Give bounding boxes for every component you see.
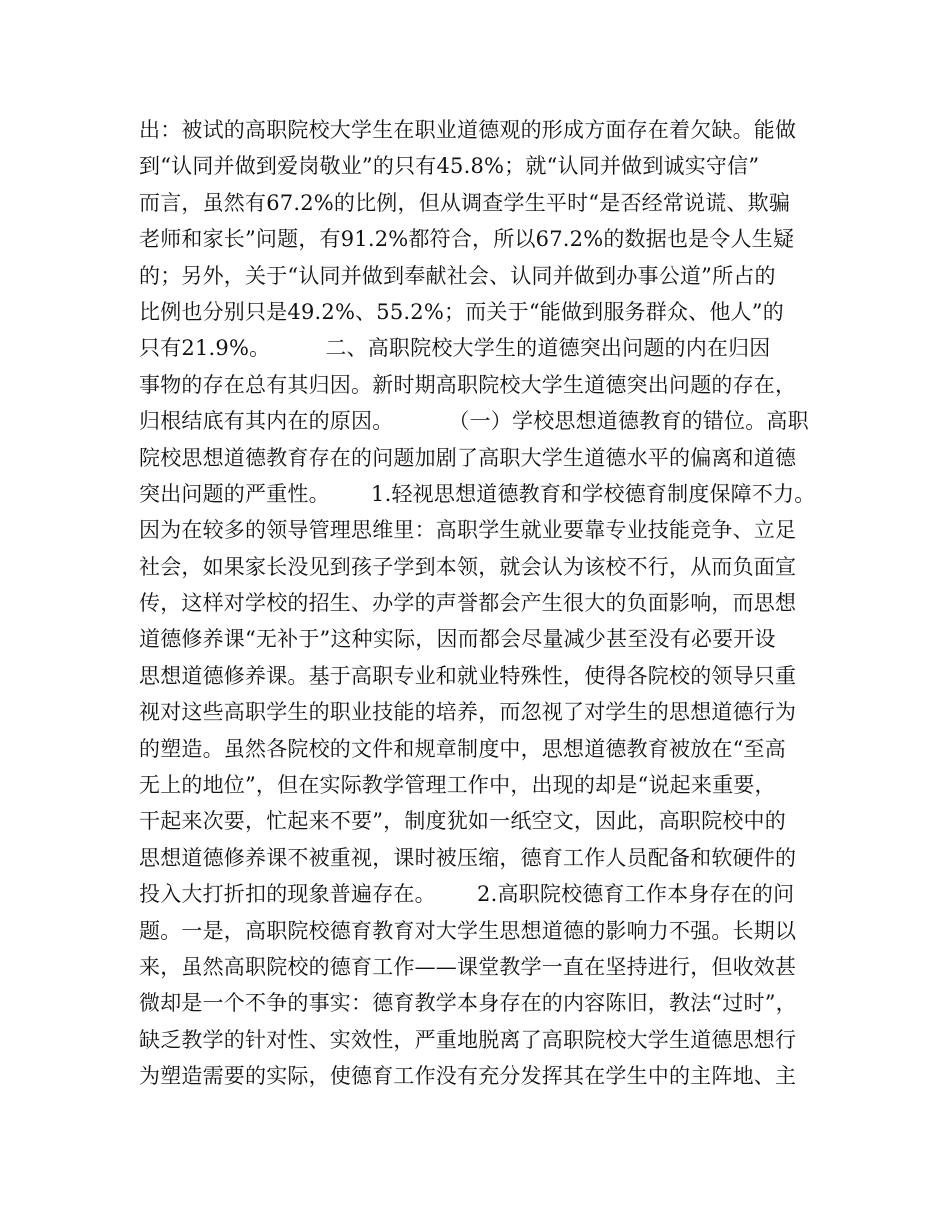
text-line: 院校思想道德教育存在的问题加剧了高职大学生道德水平的偏离和道德 xyxy=(139,445,797,470)
text-line: 微却是一个不争的事实：德育教学本身存在的内容陈旧，教法“过时”， xyxy=(139,991,797,1016)
body-text xyxy=(139,112,829,1095)
text-line: 的；另外，关于“认同并做到奉献社会、认同并做到办事公道”所占的 xyxy=(139,263,776,288)
text-line: 思想道德修养课不被重视，课时被压缩，德育工作人员配备和软硬件的 xyxy=(139,845,797,870)
text-line: 到“认同并做到爱岗敬业”的只有45.8%；就“认同并做到诚实守信” xyxy=(139,154,760,179)
text-line: 出：被试的高职院校大学生在职业道德观的形成方面存在着欠缺。能做 xyxy=(139,118,797,142)
text-line: 老师和家长”问题，有91.2%都符合，所以67.2%的数据也是令人生疑 xyxy=(139,227,795,252)
text-line: 传，这样对学校的招生、办学的声誉都会产生很大的负面影响，而思想 xyxy=(139,591,797,616)
text-line: 只有21.9%。 二、高职院校大学生的道德突出问题的内在归因 xyxy=(139,336,771,361)
text-line: 因为在较多的领导管理思维里：高职学生就业要靠专业技能竞争、立足 xyxy=(139,518,797,543)
text-line: 来，虽然高职院校的德育工作——课堂教学一直在坚持进行，但收效甚 xyxy=(139,954,797,979)
text-line: 干起来次要，忙起来不要”，制度犹如一纸空文，因此，高职院校中的 xyxy=(139,809,786,834)
text-line: 思想道德修养课。基于高职专业和就业特殊性，使得各院校的领导只重 xyxy=(139,663,797,688)
text-line: 投入大打折扣的现象普遍存在。 2.高职院校德育工作本身存在的问 xyxy=(139,882,795,907)
text-line: 的塑造。虽然各院校的文件和规章制度中，思想道德教育被放在“至高 xyxy=(139,736,786,761)
text-line: 比例也分别只是49.2%、55.2%；而关于“能做到服务群众、他人”的 xyxy=(139,299,784,324)
text-line: 社会，如果家长没见到孩子学到本领，就会认为该校不行，从而负面宣 xyxy=(139,554,797,579)
text-line: 事物的存在总有其归因。新时期高职院校大学生道德突出问题的存在， xyxy=(139,372,797,397)
text-line: 为塑造需要的实际，使德育工作没有充分发挥其在学生中的主阵地、主 xyxy=(139,1064,797,1089)
text-line: 无上的地位”，但在实际教学管理工作中，出现的却是“说起来重要， xyxy=(139,773,776,798)
text-line: 缺乏教学的针对性、实效性，严重地脱离了高职院校大学生道德思想行 xyxy=(139,1027,797,1052)
text-line: 突出问题的严重性。 1.轻视思想道德教育和学校德育制度保障不力。 xyxy=(139,481,816,506)
text-line: 归根结底有其内在的原因。 （一）学校思想道德教育的错位。高职 xyxy=(139,409,809,434)
text-line: 视对这些高职学生的职业技能的培养，而忽视了对学生的思想道德行为 xyxy=(139,700,797,725)
text-line: 道德修养课“无补于”这种实际，因而都会尽量减少甚至没有必要开设 xyxy=(139,627,776,652)
text-line: 题。一是，高职院校德育教育对大学生思想道德的影响力不强。长期以 xyxy=(139,918,797,943)
text-line: 而言，虽然有67.2%的比例，但从调查学生平时“是否经常说谎、欺骗 xyxy=(139,190,791,215)
